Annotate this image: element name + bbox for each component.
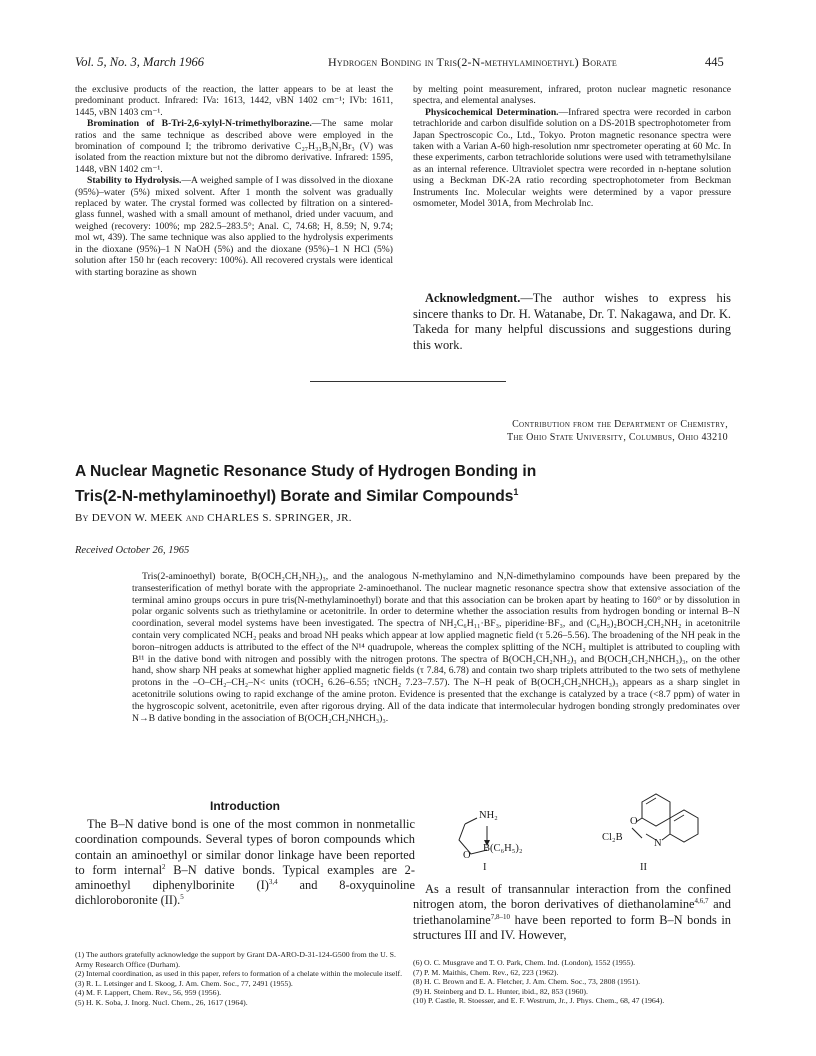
abstract: Tris(2-aminoethyl) borate, B(OCH₂CH₂NH₂)₃, and the analogous N-methylamino and N,N-dimethylamino compounds have been prepared by the transesterification of methyl borate with the appropriate 2-aminoethanol. The nuclear magnetic resonance spectra show that extensive association of the terminal amino groups occurs in pure tris(N-methylaminoethyl) borate and that this association can be broken apart by heating to 160° or by dissolution in polar organic solvents such as triethylamine or acetonitrile. In order to determine whether the association results from hydrogen bonding or internal B–N coordination, several model systems have been investigated. The spectra of NH₂C₆H₁₁·BF₃, piperidine·BF₃, and (C₆H₅)₂BOCH₂CH₂NH₂ in acetonitrile contain very complicated NCH₂ peaks and broad NH peaks which appear at low applied magnetic field (τ 5.26–5.56). The broadening of the NH peak in the boron–nitrogen adducts is attributed to the effect of the N¹⁴ quadrupole, whereas the complex splitting of the NCH₂ multiplet is attributed to coupling with B¹¹ in the dative bond with nitrogen and possibly with the nitrogen protons. The spectra of B(OCH₂CH₂NH₂)₃ and B(OCH₂CH₂NHCH₃)₃, on the other hand, show sharp NH peaks at somewhat higher applied magnetic fields (τ 7.84, 6.78) and contain two sharp triplets attributed to the two sets of methylene protons in the –O–CH₂–CH₂–N< units (τOCH₂ 6.26–6.55; τNCH₂ 7.23–7.57). The N–H peak of B(OCH₂CH₂NHCH₃)₃ appears as a sharp singlet in acetonitrile solutions owing to rapid exchange of the amine proton. Evidence is presented that the exchange is catalyzed by a trace (<8.7 ppm) of water in the hygroscopic solvent, acetonitrile, even after rigorous drying. All of the data indicate that intermolecular hydrogen bonding strongly predominates over N→B dative bonding in the association of B(OCH₂CH₂NHCH₃)₃. — [132, 571, 740, 724]
footnote-1: (1) The authors gratefully acknowledge the support by Grant DA-ARO-D-31-124-G500 from the U. S. Army Research Office (Durham). — [75, 950, 396, 969]
title-footnote-mark: 1 — [513, 487, 519, 497]
structure-II-cl2b: Cl₂B — [602, 832, 623, 843]
structure-I-label: I — [483, 862, 487, 873]
left-column-top — [75, 84, 393, 278]
footnotes-right — [413, 958, 731, 1006]
footnote-7: (7) P. M. Maithis, Chem. Rev., 62, 223 (1962). — [413, 967, 559, 977]
stability-text: —A weighed sample of I was dissolved in the dioxane (95%)–water (5%) mixed solvent. After 1 month the solvent was gradually replaced by water. The crystal formed was collected by filtration on a sintered-glass funnel, washed with a small amount of methanol, dried under vacuum, and weighed (recovery: 100%; mp 282.5–283.5°; Anal. C, 74.68; H, 8.59; N, 9.74; mol wt, 439). The same technique was also applied to the hydrolysis experiments in the dioxane (95%)–1 N NaOH (5%) and the dioxane (95%)–1 N HCl (5%) solution after 150 hr (each recovery: 100%). All recovered crystals were identical with starting borazine as shown — [75, 175, 393, 278]
title-line-1: A Nuclear Magnetic Resonance Study of Hydrogen Bonding in — [75, 463, 537, 480]
byline — [75, 512, 352, 524]
article-title — [75, 462, 635, 507]
received-date: Received October 26, 1965 — [75, 545, 190, 556]
structure-I-o: O — [463, 850, 471, 861]
footnote-8: (8) H. C. Brown and E. A. Fletcher, J. Am. Chem. Soc., 73, 2808 (1951). — [413, 977, 641, 986]
right-paragraph-1: by melting point measurement, infrared, proton nuclear magnetic resonance spectra, and elemental analyses. — [413, 84, 731, 107]
structure-II-label: II — [640, 862, 647, 873]
footnotes-left — [75, 950, 410, 1007]
acknowledgment-text: —The author wishes to express his sincere thanks to Dr. H. Watanabe, Dr. T. Nakagawa, and Dr. K. Takeda for many helpful discussions and suggestions during this work. — [413, 291, 731, 352]
running-header-title: Hydrogen Bonding in Tris(2-N-methylaminoethyl) Borate — [328, 55, 618, 69]
author-1: DEVON W. MEEK — [91, 512, 183, 524]
section-divider — [310, 381, 506, 382]
footnote-4: (4) M. F. Lappert, Chem. Rev., 56, 959 (1956). — [75, 988, 222, 997]
structure-I-boron: B(C₆H₅)₂ — [483, 843, 523, 854]
page-number: 445 — [705, 55, 724, 69]
physicochemical-text: —Infrared spectra were recorded in carbon tetrachloride and carbon disulfide solution on a DS-201B spectrophotometer from Japan Spectroscopic Co., Ltd., Tokyo. Proton magnetic resonance spectra were taken with a Varian A-60 high-resolution nmr spectrometer operating at 60 Mc. In these experiments, carbon tetrachloride solutions were used with tetramethylsilane as an internal reference. Ultraviolet spectra were recorded in n-heptane solution using a Beckman DK-2A ratio recording spectrophotometer from Beckman Instruments Inc. Molecular weights were determined by a vapor pressure osmometer, Model 301A, from Mechrolab Inc. — [413, 106, 731, 210]
footnote-2: (2) Internal coordination, as used in this paper, refers to formation of a chelate within the molecule itself. — [75, 969, 403, 978]
structure-I — [445, 806, 565, 874]
footnote-6: (6) O. C. Musgrave and T. O. Park, Chem. Ind. (London), 1552 (1955). — [413, 958, 636, 967]
introduction-right-text: As a result of transannular interaction from the confined nitrogen atom, the boron derivatives of diethanolamine$^{4,6,7}$ and triethanolamine$^{7,8-10}$ have been reported to form B–N bonds in structures III and IV. However, — [413, 882, 731, 942]
structure-I-drawing — [445, 806, 565, 874]
introduction-left-text: The B–N dative bond is one of the most common in nonmetallic coordination compounds. Several types of boron compounds which contain an aminoethyl or similar donor linkage have been reported to form internal$^2$ B–N dative bonds. Typical examples are 2-aminoethyl diphenylborinite $(I)^{3,4}$ and 8-oxyquinoline dichloroboronite (II).$^5$ — [75, 817, 416, 908]
contribution-line-2: The Ohio State University, Columbus, Ohio 43210 — [506, 432, 728, 443]
footnote-10: (10) P. Castle, R. Stoesser, and E. F. Westrum, Jr., J. Phys. Chem., 68, 47 (1964). — [413, 996, 665, 1005]
physicochemical-paragraph — [413, 107, 731, 210]
acknowledgment — [413, 291, 731, 353]
author-2: CHARLES S. SPRINGER, JR. — [207, 512, 352, 524]
byline-and: and — [185, 512, 205, 524]
stability-paragraph — [75, 175, 393, 278]
physicochemical-heading: Physicochemical Determination. — [425, 106, 559, 118]
structure-II-n: N — [654, 838, 662, 849]
structure-II — [580, 788, 720, 868]
acknowledgment-heading: Acknowledgment. — [425, 291, 521, 305]
footnote-9: (9) H. Steinberg and D. L. Hunter, ibid., 82, 853 (1960). — [413, 986, 588, 996]
bromination-paragraph — [75, 118, 393, 175]
contribution-line-1: Contribution from the Department of Chemistry, — [512, 419, 728, 430]
bromination-heading: Bromination of B-Tri-2,6-xylyl-N-trimethylborazine. — [87, 118, 312, 130]
running-header-volume: Vol. 5, No. 3, March 1966 — [75, 55, 205, 69]
left-paragraph-1: the exclusive products of the reaction, the latter appears to be at least the predominant product. Infrared: IVa: 1613, 1442, νBN 1402 cm⁻¹; IVb: 1611, 1445, νBN 1403 cm⁻¹. — [75, 84, 393, 118]
right-column-top — [413, 84, 731, 209]
bromination-text: —The same molar ratios and the same technique as described above were employed in the bromination of compound I; the tribromo derivative C₂₇H₃₃B₃N₃Br₃ (V) was isolated from the reaction mixture but not the dibromo derivative. Infrared: 1595, 1448, νBN 1402 cm⁻¹. — [75, 118, 393, 175]
byline-by: By — [75, 512, 89, 524]
structure-I-nh2: NH₂ — [479, 810, 498, 821]
structure-II-o: O — [630, 816, 638, 827]
footnote-3: (3) R. L. Letsinger and I. Skoog, J. Am. Chem. Soc., 77, 2491 (1955). — [75, 978, 293, 988]
footnote-5: (5) H. K. Soba, J. Inorg. Nucl. Chem., 26, 1617 (1964). — [75, 997, 248, 1007]
introduction-heading: Introduction — [210, 799, 280, 813]
structure-II-drawing — [580, 788, 720, 868]
stability-heading: Stability to Hydrolysis. — [87, 175, 182, 187]
title-line-2: Tris(2-N-methylaminoethyl) Borate and Similar Compounds$^1$ — [75, 487, 519, 506]
